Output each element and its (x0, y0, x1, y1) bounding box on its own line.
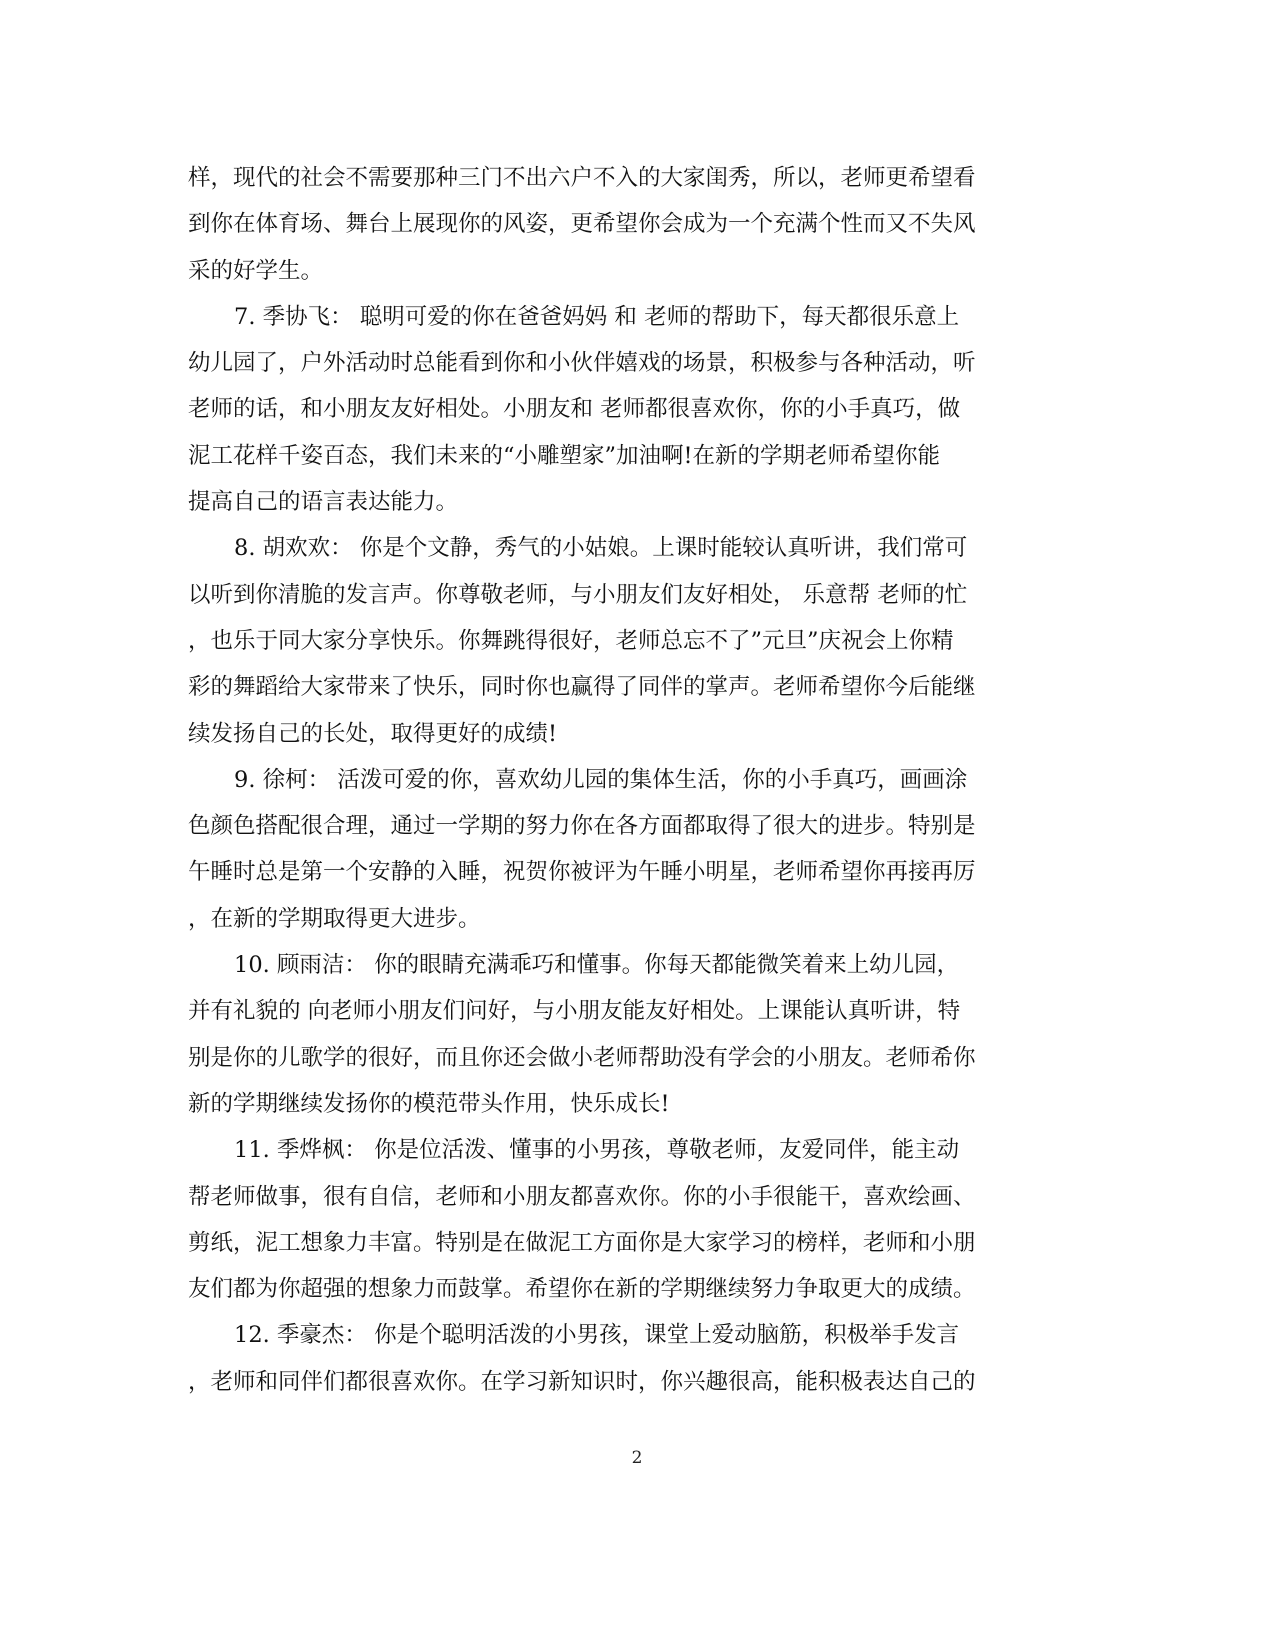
text-line: ，在新的学期取得更大进步。 (188, 905, 481, 932)
text-line: ，也乐于同大家分享快乐。你舞跳得很好，老师总忘不了”元旦”庆祝会上你精 (188, 627, 954, 654)
text-line: 样，现代的社会不需要那种三门不出六户不入的大家闺秀，所以，老师更希望看 (188, 165, 976, 191)
text-line: 别是你的儿歌学的很好，而且你还会做小老师帮助没有学会的小朋友。老师希你 (188, 1044, 976, 1071)
text-line: 新的学期继续发扬你的模范带头作用，快乐成长! (188, 1090, 670, 1117)
text-line: 续发扬自己的长处，取得更好的成绩! (188, 720, 558, 747)
entry-7-first-line: 7. 季协飞： 聪明可爱的你在爸爸妈妈 和 老师的帮助下，每天都很乐意上 (234, 303, 960, 330)
text-line: 以听到你清脆的发言声。你尊敬老师，与小朋友们友好相处， 乐意帮 老师的忙 (188, 581, 968, 608)
text-line: 采的好学生。 (188, 257, 324, 284)
text-line: 到你在体育场、舞台上展现你的风姿，更希望你会成为一个充满个性而又不失风 (188, 211, 976, 238)
entry-10-first-line: 10. 顾雨洁： 你的眼睛充满乖巧和懂事。你每天都能微笑着来上幼儿园， (234, 952, 960, 979)
text-line: 色颜色搭配很合理，通过一学期的努力你在各方面都取得了很大的进步。特别是 (188, 813, 976, 840)
text-line: 彩的舞蹈给大家带来了快乐，同时你也赢得了同伴的掌声。老师希望你今后能继 (188, 674, 976, 701)
text-line: 幼儿园了，户外活动时总能看到你和小伙伴嬉戏的场景，积极参与各种活动，听 (188, 350, 976, 377)
text-line: ，老师和同伴们都很喜欢你。在学习新知识时，你兴趣很高，能积极表达自己的 (188, 1368, 976, 1395)
document-body (188, 155, 1018, 1405)
text-line: 午睡时总是第一个安静的入睡，祝贺你被评为午睡小明星，老师希望你再接再厉 (188, 859, 976, 886)
text-line: 并有礼貌的 向老师小朋友们问好，与小朋友能友好相处。上课能认真听讲，特 (188, 998, 961, 1025)
entry-12-first-line: 12. 季豪杰： 你是个聪明活泼的小男孩，课堂上爱动脑筋，积极举手发言 (234, 1322, 960, 1349)
text-line: 提高自己的语言表达能力。 (188, 489, 459, 516)
entry-9-first-line: 9. 徐柯： 活泼可爱的你，喜欢幼儿园的集体生活，你的小手真巧，画画涂 (234, 766, 968, 793)
text-line: 友们都为你超强的想象力而鼓掌。希望你在新的学期继续努力争取更大的成绩。 (188, 1276, 976, 1303)
text-line: 帮老师做事，很有自信，老师和小朋友都喜欢你。你的小手很能干，喜欢绘画、 (188, 1183, 976, 1210)
text-line: 剪纸，泥工想象力丰富。特别是在做泥工方面你是大家学习的榜样，老师和小朋 (188, 1229, 976, 1256)
text-line: 泥工花样千姿百态，我们未来的“小雕塑家”加油啊!在新的学期老师希望你能 (188, 442, 941, 469)
text-line: 老师的话，和小朋友友好相处。小朋友和 老师都很喜欢你，你的小手真巧，做 (188, 396, 961, 423)
entry-8-first-line: 8. 胡欢欢： 你是个文静，秀气的小姑娘。上课时能较认真听讲，我们常可 (234, 535, 968, 562)
page-number: 2 (631, 1448, 643, 1468)
entry-11-first-line: 11. 季烨枫： 你是位活泼、懂事的小男孩，尊敬老师，友爱同伴，能主动 (234, 1137, 960, 1164)
